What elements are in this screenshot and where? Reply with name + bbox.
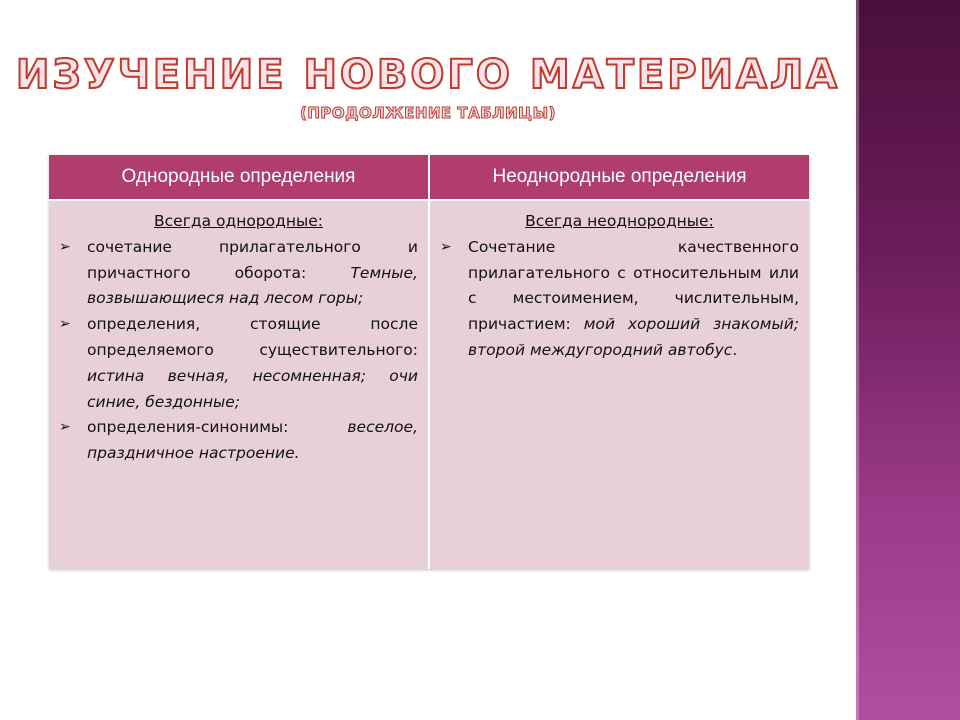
- cell-heading-heterogeneous: Всегда неоднородные:: [525, 212, 714, 230]
- list-item: [59, 235, 418, 312]
- item-text: определения, стоящие после определяемого существительного:: [87, 315, 418, 359]
- header-heterogeneous: Неоднородные определения: [428, 155, 809, 199]
- item-text: Сочетание качественного прилагательного с относительным или с местоимением, числительным, причастием:: [468, 237, 799, 334]
- list-item: [59, 312, 418, 415]
- arrow-bullet-icon: ➢: [440, 238, 452, 255]
- list-item: [59, 415, 418, 467]
- item-example: веселое, праздничное настроение.: [87, 418, 418, 463]
- item-example: истина вечная, несомненная; очи синие, бездонные;: [87, 366, 418, 411]
- cell-heterogeneous: [428, 201, 809, 569]
- item-example: Темные, возвышающиеся над лесом горы;: [87, 263, 418, 308]
- item-tail: .: [732, 340, 738, 359]
- table-body-row: [49, 201, 809, 569]
- list-item: [440, 235, 799, 364]
- slide-subtitle: (ПРОДОЛЖЕНИЕ ТАБЛИЦЫ): [299, 104, 556, 122]
- arrow-bullet-icon: ➢: [59, 238, 71, 255]
- cell-heading-homogeneous: Всегда однородные:: [154, 212, 323, 230]
- decorative-side-bar: [856, 0, 960, 720]
- arrow-bullet-icon: ➢: [59, 316, 71, 333]
- item-example: мой хороший знакомый; второй междугородний автобус: [468, 315, 799, 359]
- table-header-row: [49, 155, 809, 199]
- cell-homogeneous: [49, 201, 428, 569]
- header-homogeneous: Однородные определения: [121, 166, 356, 187]
- slide-title: ИЗУЧЕНИЕ НОВОГО МАТЕРИАЛА: [15, 52, 841, 98]
- comparison-table: [49, 155, 809, 569]
- item-text: определения-синонимы:: [87, 418, 348, 437]
- arrow-bullet-icon: ➢: [59, 419, 71, 436]
- item-text: сочетание прилагательного и причастного оборота:: [87, 237, 418, 282]
